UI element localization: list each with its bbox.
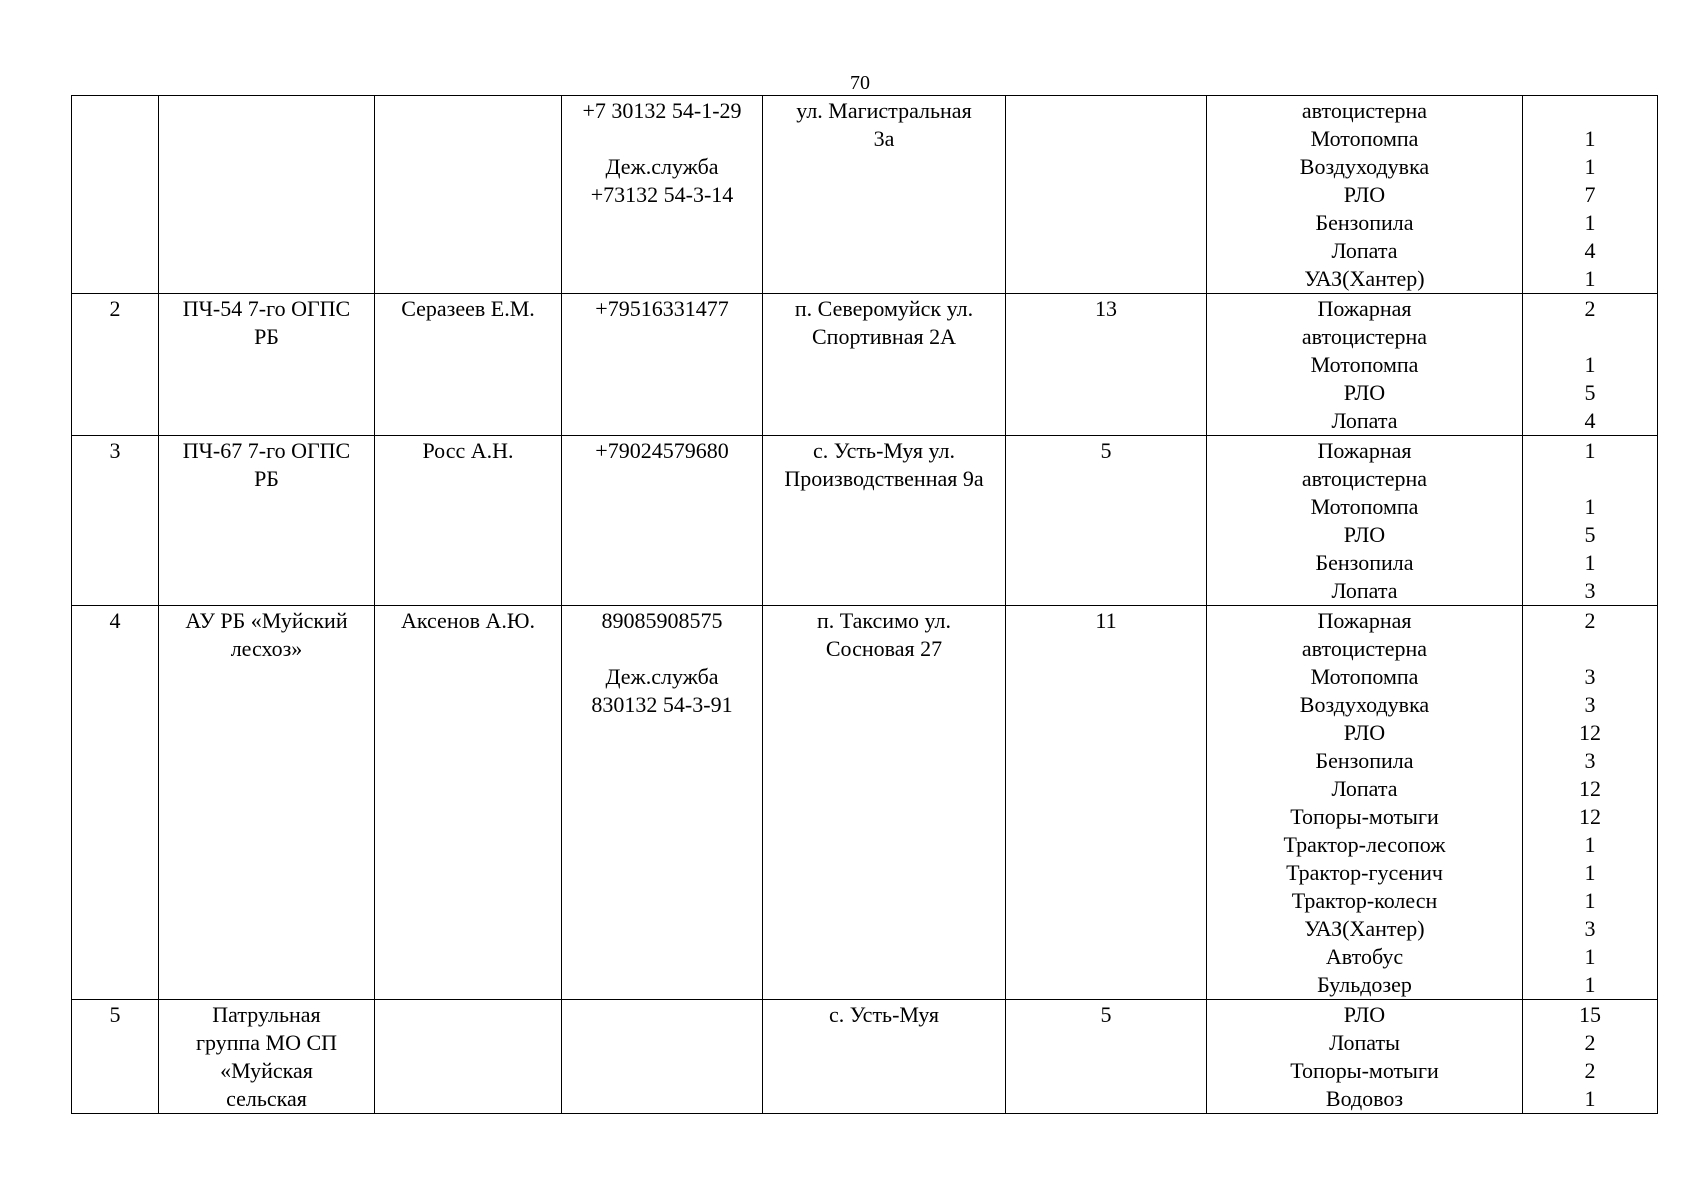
equipment-name: РЛО [1343,522,1386,547]
equipment-name: Бензопила [1315,210,1414,235]
address [763,96,1006,294]
organization-name [159,606,375,1000]
equipment-name: УАЗ(Хантер) [1304,916,1425,941]
equipment-quantity-list [1523,96,1658,294]
equipment-quantity: 4 [1584,408,1596,433]
table-row [72,606,1658,1000]
organization-name-line: «Муйская [220,1058,313,1083]
equipment-quantity: 1 [1584,1086,1596,1111]
equipment-quantity: 3 [1584,748,1596,773]
equipment-quantity-list [1523,294,1658,436]
address-line: с. Усть-Муя [828,1002,940,1027]
equipment-name: Лопата [1331,776,1398,801]
organization-name-line: ПЧ-54 7-го ОГПС [182,296,351,321]
equipment-quantity: 1 [1584,832,1596,857]
equipment-quantity: 1 [1584,888,1596,913]
equipment-name: Топоры-мотыги [1290,1058,1439,1083]
equipment-quantity: 1 [1584,126,1596,151]
equipment-name: Воздуходувка [1299,154,1430,179]
equipment-quantity: 3 [1584,692,1596,717]
contact-phone-line: +79516331477 [595,296,729,321]
table-row [72,1000,1658,1114]
equipment-quantity [1525,635,1655,663]
row-number: 2 [72,294,159,436]
contact-phone-line [564,125,760,153]
equipment-name: Трактор-колесн [1291,888,1438,913]
organization-name-line: группа МО СП [195,1030,338,1055]
equipment-list [1207,606,1523,1000]
equipment-quantity: 1 [1584,154,1596,179]
head-name: Аксенов А.Ю. [375,606,562,1000]
address-line: Сосновая 27 [825,636,943,661]
equipment-name: Воздуходувка [1299,692,1430,717]
organization-name-line: лесхоз» [230,636,303,661]
contact-phone [562,436,763,606]
contact-phone-line: +73132 54-3-14 [590,182,734,207]
staff-count: 11 [1006,606,1207,1000]
equipment-name: РЛО [1343,182,1386,207]
contact-phone [562,294,763,436]
table-row [72,96,1658,294]
equipment-quantity: 2 [1584,1030,1596,1055]
contact-phone [562,1000,763,1114]
organization-name [159,1000,375,1114]
organization-name [159,96,375,294]
equipment-quantity: 5 [1584,380,1596,405]
organization-name-line: РБ [254,324,279,349]
staff-count: 5 [1006,1000,1207,1114]
organization-name-line: АУ РБ «Муйский [185,608,348,633]
equipment-list [1207,436,1523,606]
contact-phone-line [564,635,760,663]
equipment-name: автоцистерна [1301,324,1428,349]
equipment-quantity: 1 [1584,944,1596,969]
staff-count: 5 [1006,436,1207,606]
equipment-quantity-list [1523,606,1658,1000]
address-line: п. Таксимо ул. [816,608,952,633]
equipment-quantity: 3 [1584,916,1596,941]
organization-name-line: Патрульная [212,1002,321,1027]
equipment-name: Лопата [1331,408,1398,433]
equipment-quantity: 4 [1584,238,1596,263]
equipment-quantity: 15 [1579,1002,1601,1027]
contact-phone-line: Деж.служба [605,664,719,689]
equipment-name: Трактор-лесопож [1283,832,1446,857]
row-number: 3 [72,436,159,606]
equipment-name: Лопата [1331,578,1398,603]
address [763,294,1006,436]
address [763,606,1006,1000]
equipment-name: Бензопила [1315,550,1414,575]
equipment-quantity: 5 [1584,522,1596,547]
address-line: п. Северомуйск ул. [794,296,974,321]
equipment-list [1207,96,1523,294]
equipment-name: Бульдозер [1317,972,1412,997]
address-line: Спортивная 2А [812,324,956,349]
equipment-quantity [1525,465,1655,493]
head-name: Росс А.Н. [375,436,562,606]
equipment-name: Лопаты [1329,1030,1400,1055]
equipment-name: автоцистерна [1301,466,1428,491]
organization-name-line: сельская [226,1086,307,1111]
contact-phone-line: +7 30132 54-1-29 [582,98,742,123]
equipment-name: УАЗ(Хантер) [1304,266,1425,291]
contact-phone-line: 830132 54-3-91 [591,692,733,717]
address-line: ул. Магистральная [796,98,972,123]
equipment-name: Автобус [1325,944,1404,969]
contact-phone-line: 89085908575 [601,608,723,633]
equipment-quantity-list [1523,1000,1658,1114]
address [763,436,1006,606]
table-row [72,436,1658,606]
row-number [72,96,159,294]
equipment-quantity: 1 [1584,266,1596,291]
organization-name-line: РБ [254,466,279,491]
row-number: 4 [72,606,159,1000]
equipment-name: Пожарная [1317,608,1412,633]
contact-phone-line: +79024579680 [595,438,729,463]
equipment-list [1207,1000,1523,1114]
equipment-name: Мотопомпа [1310,126,1419,151]
equipment-quantity: 1 [1584,210,1596,235]
equipment-quantity: 1 [1584,860,1596,885]
equipment-quantity [1525,97,1655,125]
equipment-quantity: 2 [1584,608,1596,633]
equipment-quantity: 12 [1579,776,1601,801]
equipment-name: Топоры-мотыги [1290,804,1439,829]
equipment-quantity: 3 [1584,578,1596,603]
equipment-name: Бензопила [1315,748,1414,773]
resources-table [71,95,1658,1114]
contact-phone [562,96,763,294]
organization-name-line: ПЧ-67 7-го ОГПС [182,438,351,463]
equipment-quantity: 1 [1584,352,1596,377]
equipment-quantity: 2 [1584,296,1596,321]
address [763,1000,1006,1114]
contact-phone-line: Деж.служба [605,154,719,179]
equipment-name: Мотопомпа [1310,494,1419,519]
equipment-quantity: 7 [1584,182,1596,207]
organization-name [159,294,375,436]
equipment-name: Мотопомпа [1310,664,1419,689]
equipment-quantity: 3 [1584,664,1596,689]
equipment-quantity: 2 [1584,1058,1596,1083]
staff-count [1006,96,1207,294]
equipment-list [1207,294,1523,436]
address-line: 3а [873,126,895,151]
equipment-quantity: 1 [1584,972,1596,997]
equipment-quantity: 1 [1584,438,1596,463]
head-name: Серазеев Е.М. [375,294,562,436]
table-row [72,294,1658,436]
equipment-quantity: 1 [1584,550,1596,575]
equipment-name: автоцистерна [1301,636,1428,661]
equipment-quantity: 12 [1579,804,1601,829]
organization-name [159,436,375,606]
head-name [375,1000,562,1114]
address-line: Производственная 9а [784,466,984,491]
equipment-name: Лопата [1331,238,1398,263]
equipment-quantity [1525,323,1655,351]
equipment-name: РЛО [1343,380,1386,405]
equipment-name: Водовоз [1325,1086,1404,1111]
equipment-quantity: 12 [1579,720,1601,745]
equipment-name: РЛО [1343,720,1386,745]
page-number: 70 [850,72,870,94]
equipment-name: автоцистерна [1301,98,1428,123]
equipment-name: Мотопомпа [1310,352,1419,377]
equipment-name: Пожарная [1317,296,1412,321]
equipment-quantity-list [1523,436,1658,606]
contact-phone [562,606,763,1000]
row-number: 5 [72,1000,159,1114]
equipment-quantity: 1 [1584,494,1596,519]
staff-count: 13 [1006,294,1207,436]
head-name [375,96,562,294]
address-line: с. Усть-Муя ул. [812,438,956,463]
equipment-name: Трактор-гусенич [1286,860,1443,885]
equipment-name: Пожарная [1317,438,1412,463]
equipment-name: РЛО [1343,1002,1386,1027]
